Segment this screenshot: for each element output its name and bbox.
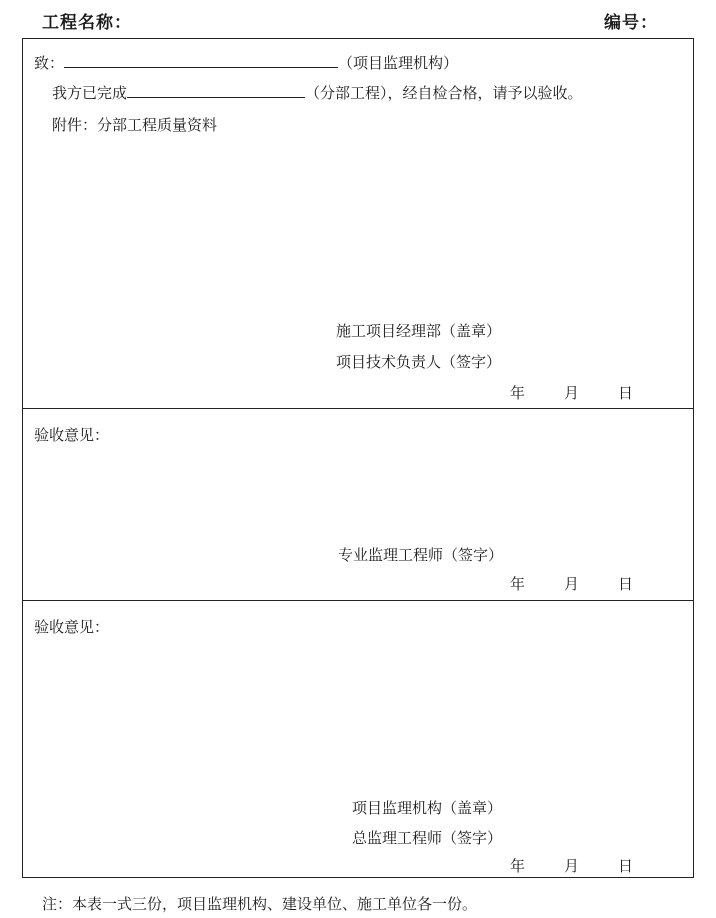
attachment-line: 附件：分部工程质量资料 [52, 116, 218, 134]
completed-prefix: 我方已完成 [52, 84, 128, 102]
supervisor-sign-line: 专业监理工程师（签字） [338, 546, 504, 564]
addressee-blank[interactable] [64, 66, 338, 68]
subproject-blank[interactable] [127, 96, 305, 98]
footer-note: 注：本表一式三份，项目监理机构、建设单位、施工单位各一份。 [42, 895, 478, 913]
month-label: 月 [564, 857, 580, 875]
completion-statement [52, 82, 583, 103]
number-label: 编号： [604, 13, 658, 33]
completed-suffix: （分部工程），经自检合格，请予以验收。 [305, 84, 583, 102]
section-divider-2 [22, 600, 694, 601]
day-label: 日 [618, 384, 634, 402]
year-label: 年 [510, 575, 526, 593]
month-label: 月 [564, 384, 580, 402]
acceptance-opinion-title-2: 验收意见： [34, 618, 110, 636]
tech-lead-sign-line: 项目技术负责人（签字） [336, 353, 502, 371]
contractor-seal-line: 施工项目经理部（盖章） [336, 322, 502, 340]
day-label: 日 [618, 575, 634, 593]
acceptance-opinion-title-1: 验收意见： [34, 426, 110, 444]
section-divider-1 [22, 408, 694, 409]
month-label: 月 [564, 575, 580, 593]
to-label: 致： [34, 54, 65, 72]
day-label: 日 [618, 857, 634, 875]
year-label: 年 [510, 384, 526, 402]
year-label: 年 [510, 857, 526, 875]
project-name-label: 工程名称： [42, 13, 132, 33]
to-suffix: （项目监理机构） [338, 54, 459, 72]
supervision-seal-line: 项目监理机构（盖章） [352, 799, 503, 817]
chief-supervisor-sign-line: 总监理工程师（签字） [352, 829, 503, 847]
addressee-line [34, 52, 458, 73]
form-table [22, 38, 694, 878]
